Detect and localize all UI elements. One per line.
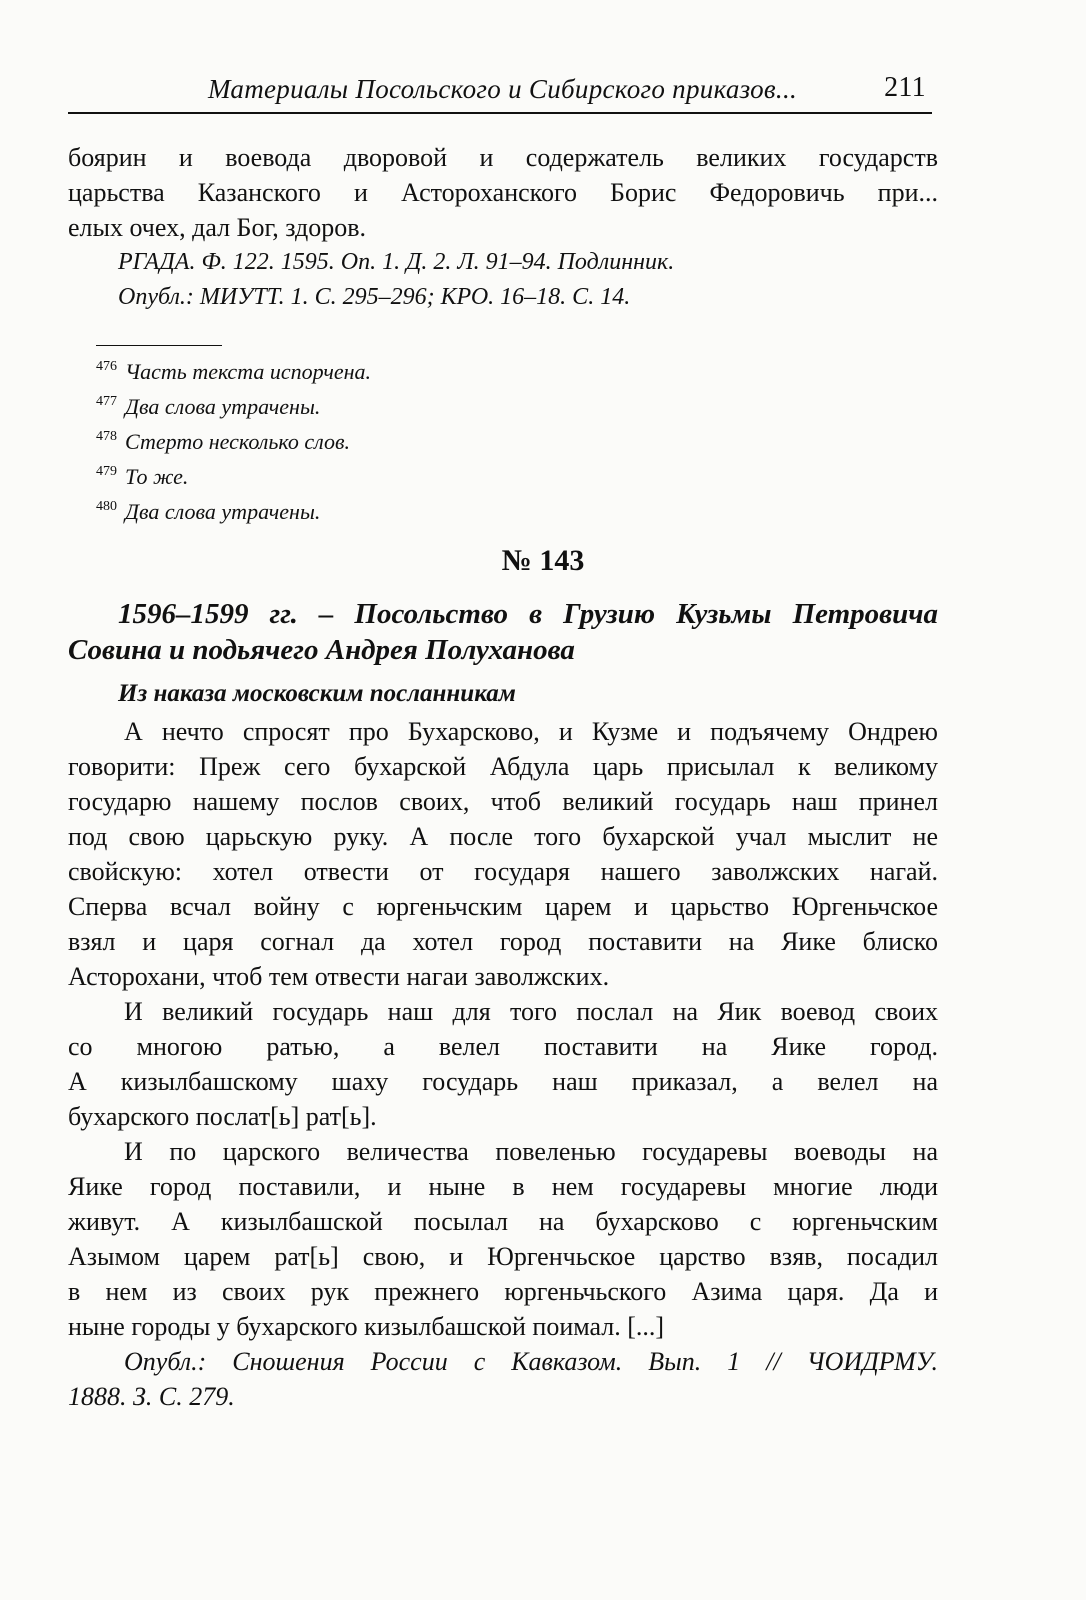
text-line: бухарского послат[ь] рат[ь]. (68, 1102, 377, 1131)
footnote-number: 477 (96, 394, 117, 409)
text-line: со многою ратью, а велел поставити на Яике город. (68, 1032, 938, 1061)
footnote (96, 422, 596, 457)
running-title: Материалы Посольского и Сибирского приказов... (208, 74, 798, 104)
title-line: Совина и подьячего Андрея Полуханова (68, 634, 575, 666)
footnote-text: Часть текста испорчена. (125, 359, 371, 384)
text-line: Сперва всчал войну с юргеньчским царем и царьство Юргеньчское (68, 892, 938, 921)
text-line: И великий государь наш для того послал на Яик воевод своих (124, 997, 938, 1026)
header-rule (68, 112, 932, 114)
text-line: Яике город поставили, и ныне в нем государевы многие люди (68, 1172, 938, 1201)
text-line: И по царского величества повеленью государевы воеводы на (124, 1137, 938, 1166)
text-line: под свою царьскую руку. А после того бухарской учал мыслит не (68, 822, 938, 851)
publication-note (68, 1344, 938, 1414)
footnote (96, 457, 596, 492)
continuation-text (68, 140, 938, 315)
text-line: Азымом царем рат[ь] свою, и Юргенчьское царство взяв, посадил (68, 1242, 938, 1271)
footnote-text: Два слова утрачены. (125, 499, 321, 524)
paragraph-3 (68, 1134, 938, 1344)
text-line: царьства Казанского и Астороханского Борис Федоровичь при... (68, 178, 938, 207)
document-subtitle: Из наказа московским посланникам (118, 680, 516, 707)
text-line: живут. А кизылбашской посылал на бухарсково с юргеньчским (68, 1207, 938, 1236)
document-title (68, 596, 938, 668)
footnote-text: Стерто несколько слов. (125, 429, 351, 454)
footnote-number: 479 (96, 464, 117, 479)
footnote (96, 492, 596, 527)
text-line: боярин и воевода дворовой и содержатель великих государств (68, 143, 938, 172)
footnote-text: Два слова утрачены. (125, 394, 321, 419)
text-line: А нечто спросят про Бухарсково, и Кузме и подъячему Ондрею (124, 717, 938, 746)
text-line: свойскую: хотел отвести от государя нашего заволжских нагай. (68, 857, 938, 886)
footnote-number: 480 (96, 499, 117, 514)
footnote (96, 352, 596, 387)
paragraph-2 (68, 994, 938, 1134)
footnote (96, 387, 596, 422)
document-number: № 143 (501, 544, 585, 577)
text-line: говорити: Преж сего бухарской Абдула царь присылал к великому (68, 752, 938, 781)
paragraph-1 (68, 714, 938, 994)
text-line: государю нашему послов своих, чтоб великий государь наш принел (68, 787, 938, 816)
text-line: ныне городы у бухарского кизылбашской поимал. [...] (68, 1312, 665, 1341)
text-line: взял и царя согнал да хотел город поставити на Яике блиско (68, 927, 938, 956)
title-line: 1596–1599 гг. – Посольство в Грузию Кузьмы Петровича (118, 598, 938, 630)
text-line: в нем из своих рук прежнего юргеньчьского Азима царя. Да и (68, 1277, 938, 1306)
footnote-number: 476 (96, 359, 117, 374)
footnote-text: То же. (125, 464, 189, 489)
publication-line: Опубл.: Сношения России с Кавказом. Вып. 1 // ЧОИДРМУ. (124, 1347, 938, 1376)
text-line: елых очех, дал Бог, здоров. (68, 213, 367, 242)
text-line: А кизылбашскому шаху государь наш приказал, а велел на (68, 1067, 938, 1096)
footnotes (96, 352, 596, 527)
archive-reference: РГАДА. Ф. 122. 1595. Оп. 1. Д. 2. Л. 91–94. Подлинник. (118, 249, 675, 275)
text-line: Асторохани, чтоб тем отвести нагаи заволжских. (68, 962, 610, 991)
publication-line: 1888. З. С. 279. (68, 1382, 235, 1411)
footnote-number: 478 (96, 429, 117, 444)
page-number: 211 (884, 72, 926, 103)
footnote-rule (96, 345, 222, 346)
publication-reference: Опубл.: МИУТТ. 1. С. 295–296; КРО. 16–18. С. 14. (118, 284, 631, 310)
